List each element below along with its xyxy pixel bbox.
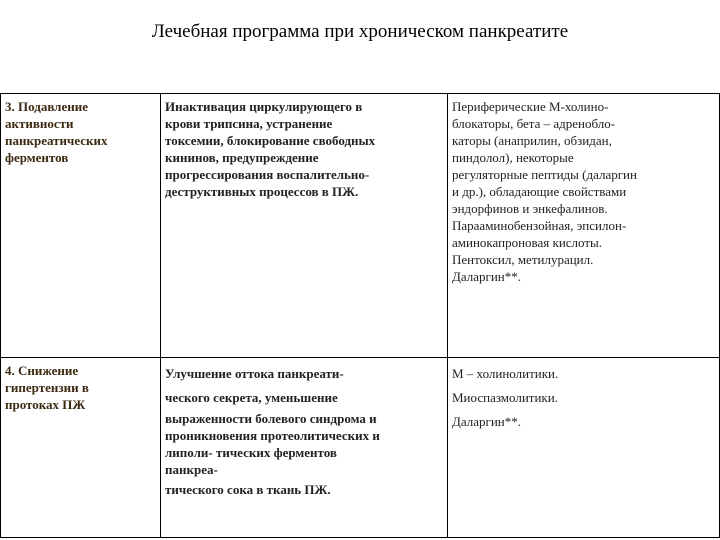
task-line: токсемии, блокирование свободных (165, 133, 376, 148)
drugs-line: Даларгин**. (452, 269, 522, 284)
drugs-line: Периферические М-холино- (452, 99, 609, 114)
task-line: деструктивных процессов в ПЖ. (165, 184, 359, 199)
drugs-line: Миоспазмолитики. (452, 390, 558, 405)
task-line: кининов, предупреждение (165, 150, 319, 165)
drugs-line: Пентоксил, метилурацил. (452, 252, 594, 267)
task-line: Инактивация циркулирующего в (165, 99, 363, 114)
goal-line: 4. Снижение (5, 363, 79, 378)
task-line: прогрессирования воспалительно- (165, 167, 370, 182)
drugs-line: М – холинолитики. (452, 366, 559, 381)
task-line: ческого секрета, уменьшение (165, 390, 338, 405)
drugs-line: эндорфинов и энкефалинов. (452, 201, 608, 216)
task-line: выраженности болевого синдрома и (165, 411, 377, 426)
drugs-line: блокаторы, бета – адреноблo- (452, 116, 616, 131)
goal-line: 3. Подавление (5, 99, 88, 114)
drugs-line: пиндолол), некоторые (452, 150, 574, 165)
task-line: проникновения протеолитических и (165, 428, 380, 443)
drugs-line: регуляторные пептиды (даларгин (452, 167, 637, 182)
task-cell (161, 94, 448, 358)
goal-cell (1, 94, 161, 358)
goal-line: активности (5, 116, 74, 131)
goal-line: панкреатических (5, 133, 108, 148)
task-line: тического сока в ткань ПЖ. (165, 482, 331, 497)
drugs-cell (448, 94, 720, 358)
drugs-line: каторы (анаприлин, обзидан, (452, 133, 612, 148)
task-cell (161, 358, 448, 538)
therapy-table (0, 93, 720, 538)
page-title: Лечебная программа при хроническом панкреатите (151, 21, 569, 42)
table-row (1, 358, 720, 538)
drugs-line: и др.), обладающие свойствами (452, 184, 627, 199)
table-row (1, 94, 720, 358)
task-line: липоли- тических ферментов (165, 445, 337, 460)
drugs-cell (448, 358, 720, 538)
goal-line: протоках ПЖ (5, 397, 86, 412)
goal-line: гипертензии в (5, 380, 89, 395)
task-line: панкреа- (165, 462, 218, 477)
goal-cell (1, 358, 161, 538)
drugs-line: Даларгин**. (452, 414, 522, 429)
drugs-line: Парааминобензойная, эпсилон- (452, 218, 627, 233)
task-line: крови трипсина, устранение (165, 116, 333, 131)
drugs-line: аминокапроновая кислоты. (452, 235, 603, 250)
goal-line: ферментов (5, 150, 69, 165)
task-line: Улучшение оттока панкреати- (165, 366, 344, 381)
